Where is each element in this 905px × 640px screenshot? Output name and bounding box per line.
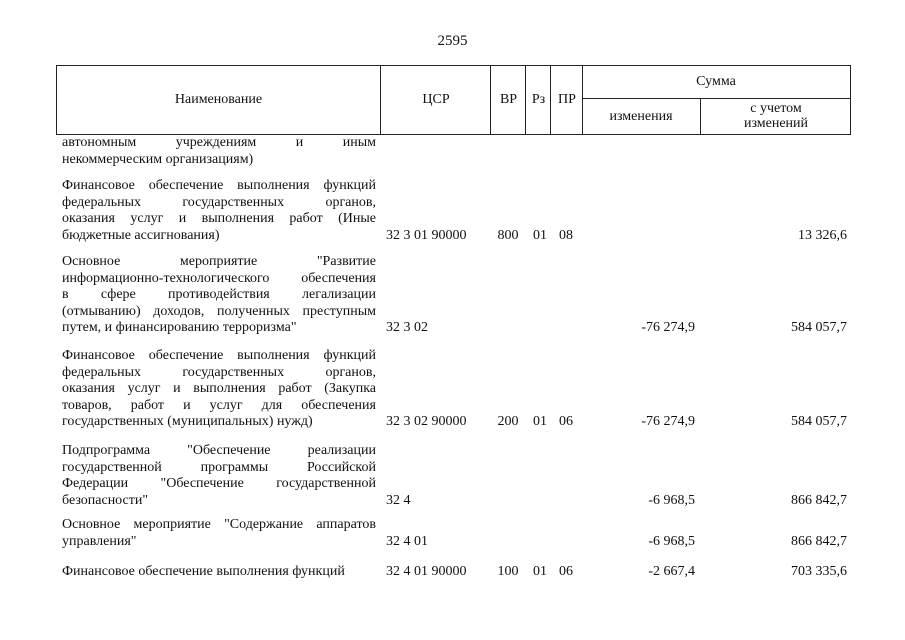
row-vr: 100 [497,564,519,579]
row-csr: 32 4 01 90000 [386,564,467,579]
row-name-line: бюджетные ассигнования) [62,227,220,243]
row-csr: 32 3 02 [386,320,428,335]
row-total: 584 057,7 [791,414,847,429]
header-with-change [700,98,851,134]
header-change: изменения [609,108,673,124]
row-total: 866 842,7 [791,492,847,508]
table-row [0,178,905,244]
row-rz: 01 [533,564,547,579]
table-header [56,65,851,135]
row-pr: 06 [559,414,573,429]
row-change: -76 274,9 [641,414,695,429]
header-with-change-line2: изменений [743,116,809,131]
row-name [62,254,376,337]
row-total: 13 326,6 [798,227,847,243]
row-name-line: Основное мероприятие "Развитие [62,254,376,269]
row-name-line: федеральных государственных органов, [62,194,376,210]
row-name [62,443,376,509]
row-name-line: Финансовое обеспечение выполнения функций [62,178,376,193]
row-name [62,178,376,244]
row-name-line: информационно-технологического обеспечения [62,270,376,286]
row-name-line: Финансовое обеспечение выполнения функций [62,564,345,579]
row-total: 866 842,7 [791,533,847,549]
row-csr: 32 4 01 [386,533,428,549]
table-row [0,135,905,168]
row-vr: 800 [497,227,519,243]
row-name-line: некоммерческим организациям) [62,151,254,167]
row-name [62,517,376,550]
row-name-line: Финансовое обеспечение выполнения функций [62,348,376,363]
row-name-line: государственной программы Российской [62,459,376,475]
row-rz: 01 [533,414,547,429]
row-name-line: Федерации "Обеспечение государственной [62,476,376,491]
row-change: -76 274,9 [641,320,695,335]
header-with-change-line1: с учетом [750,101,802,116]
header-vr: ВР [490,66,526,134]
header-sum: Сумма [582,66,850,99]
table-row [0,517,905,550]
row-name-line: оказания услуг и выполнения работ (Закупка [62,381,376,396]
row-total: 703 335,6 [791,564,847,579]
header-csr: ЦСР [380,66,491,134]
table-row [0,254,905,337]
table-row [0,348,905,431]
row-name-line: безопасности" [62,492,149,508]
row-name [62,564,376,581]
header-rz: Рз [525,66,551,134]
row-name-line: автономным учреждениям и иным [62,135,376,150]
row-name-line: государственных (муниципальных) нужд) [62,414,313,429]
row-name-line: товаров, работ и услуг для обеспечения [62,397,376,413]
table-row [0,443,905,509]
row-name [62,135,376,168]
row-name-line: оказания услуг и выполнения работ (Иные [62,211,376,226]
row-name-line: Подпрограмма "Обеспечение реализации [62,443,376,458]
row-csr: 32 3 02 90000 [386,414,467,429]
row-csr: 32 4 [386,492,411,508]
row-name-line: федеральных государственных органов, [62,364,376,380]
row-name-line: Основное мероприятие "Содержание аппаратов [62,517,376,532]
row-name-line: (отмыванию) доходов, полученных преступным [62,303,376,319]
row-rz: 01 [533,227,547,243]
row-csr: 32 3 01 90000 [386,227,467,243]
header-pr: ПР [550,66,583,134]
row-pr: 06 [559,564,573,579]
row-pr: 08 [559,227,573,243]
header-name: Наименование [174,92,263,107]
row-name-line: путем, и финансированию терроризма" [62,320,297,335]
row-change: -2 667,4 [648,564,695,579]
page-number: 2595 [437,33,468,49]
row-total: 584 057,7 [791,320,847,335]
row-change: -6 968,5 [648,533,695,549]
row-change: -6 968,5 [648,492,695,508]
row-name [62,348,376,431]
table-row [0,564,905,581]
row-name-line: в сфере противодействия легализации [62,287,376,302]
row-name-line: управления" [62,533,137,549]
row-vr: 200 [497,414,519,429]
